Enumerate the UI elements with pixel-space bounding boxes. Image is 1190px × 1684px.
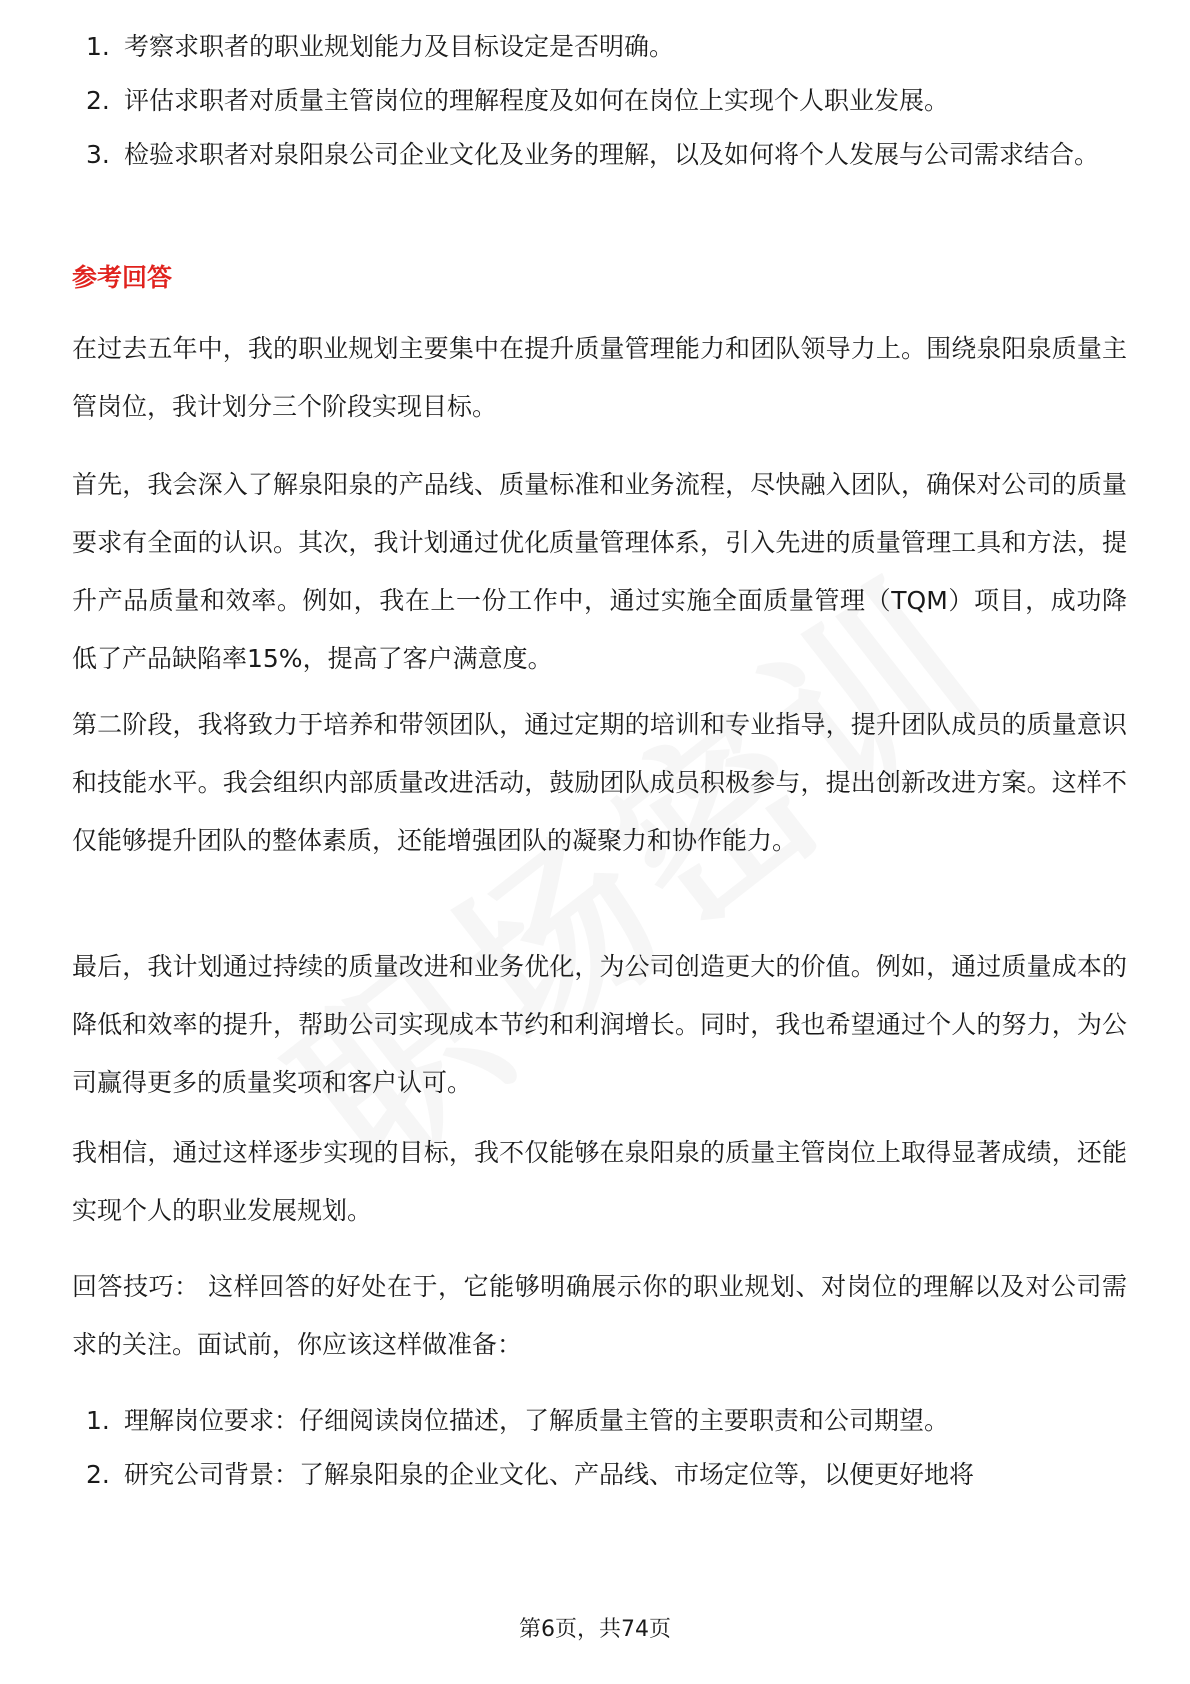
paragraph: 我相信，通过这样逐步实现的目标，我不仅能够在泉阳泉的质量主管岗位上取得显著成绩，还能实现个人的职业发展规划。	[72, 1138, 1127, 1225]
list-text: 检验求职者对泉阳泉公司企业文化及业务的理解，以及如何将个人发展与公司需求结合。	[124, 140, 1100, 169]
paragraph: 首先，我会深入了解泉阳泉的产品线、质量标准和业务流程，尽快融入团队，确保对公司的质量要求有全面的认识。其次，我计划通过优化质量管理体系，引入先进的质量管理工具和方法，提升产品质量和效率。例如，我在上一份工作中，通过实施全面质量管理（TQM）项目，成功降低了产品缺陷率15%，提高了客户满意度。	[72, 470, 1127, 673]
list-number: 1.	[86, 32, 110, 61]
list-text: 评估求职者对质量主管岗位的理解程度及如何在岗位上实现个人职业发展。	[124, 86, 950, 115]
list-item	[72, 72, 1132, 130]
list-item	[72, 1392, 1132, 1450]
list-number: 1.	[86, 1406, 110, 1435]
list-number: 2.	[86, 86, 110, 115]
list-text: 理解岗位要求：仔细阅读岗位描述，了解质量主管的主要职责和公司期望。	[124, 1406, 950, 1435]
list-text: 研究公司背景：了解泉阳泉的企业文化、产品线、市场定位等，以便更好地将	[124, 1460, 975, 1489]
paragraph: 回答技巧： 这样回答的好处在于，它能够明确展示你的职业规划、对岗位的理解以及对公司需求的关注。面试前，你应该这样做准备：	[72, 1272, 1127, 1359]
list-number: 2.	[86, 1460, 110, 1489]
list-item	[72, 126, 1132, 184]
paragraph: 在过去五年中，我的职业规划主要集中在提升质量管理能力和团队领导力上。围绕泉阳泉质量主管岗位，我计划分三个阶段实现目标。	[72, 334, 1127, 421]
page-number-footer: 第6页，共74页	[519, 1617, 671, 1642]
paragraph: 第二阶段，我将致力于培养和带领团队，通过定期的培训和专业指导，提升团队成员的质量意识和技能水平。我会组织内部质量改进活动，鼓励团队成员积极参与，提出创新改进方案。这样不仅能够提升团队的整体素质，还能增强团队的凝聚力和协作能力。	[72, 710, 1127, 855]
list-text: 考察求职者的职业规划能力及目标设定是否明确。	[124, 32, 675, 61]
list-number: 3.	[86, 140, 110, 169]
list-item	[72, 1446, 1132, 1504]
list-item	[72, 18, 1132, 76]
section-heading: 参考回答	[72, 263, 173, 292]
paragraph: 最后，我计划通过持续的质量改进和业务优化，为公司创造更大的价值。例如，通过质量成本的降低和效率的提升，帮助公司实现成本节约和利润增长。同时，我也希望通过个人的努力，为公司赢得更多的质量奖项和客户认可。	[72, 952, 1127, 1097]
